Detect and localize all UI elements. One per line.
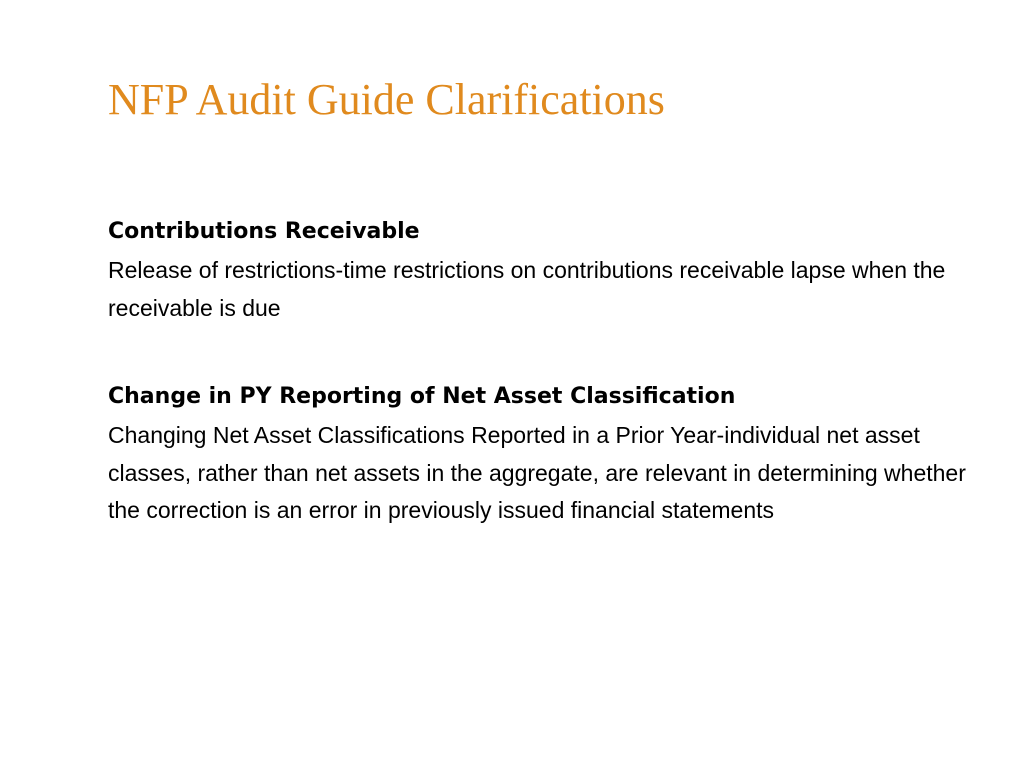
section-heading: Contributions Receivable [108, 219, 420, 244]
section-body: Release of restrictions-time restrictions on contributions receivable lapse when the receivable is due [108, 257, 946, 321]
section-contributions-receivable [108, 216, 988, 327]
section-body: Changing Net Asset Classifications Reported in a Prior Year-individual net asset classes, rather than net assets in the aggregate, are relevant in determining whether the correction is an error in previously issued financial statements [108, 422, 966, 523]
section-heading: Change in PY Reporting of Net Asset Classification [108, 384, 736, 409]
section-net-asset-classification [108, 381, 988, 530]
slide-title: NFP Audit Guide Clarifications [108, 75, 665, 124]
slide-content [108, 216, 988, 530]
